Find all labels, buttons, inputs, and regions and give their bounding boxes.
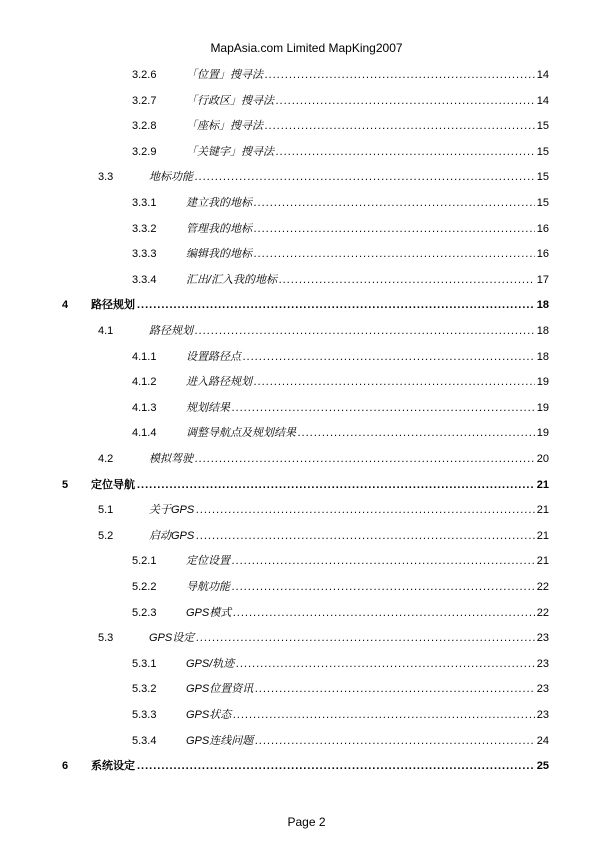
toc-entry-page: 15 [536,171,549,184]
toc-entry-page: 18 [536,325,549,337]
toc-entry-number: 4.2 [98,453,114,465]
toc-leader-dots [137,477,535,493]
toc-entry-number: 3.2.8 [132,120,157,133]
toc-entry-page: 14 [536,94,549,107]
toc-entry[interactable] [0,425,613,441]
toc-entry-number: 5 [62,478,69,491]
toc-leader-dots [265,67,535,83]
toc-leader-dots [137,297,535,313]
toc-leader-dots [254,246,535,262]
toc-leader-dots [236,656,534,672]
toc-entry-number: 5.3.4 [132,734,157,747]
toc-entry-number: 5.3.3 [132,709,157,721]
toc-entry-number: 6 [62,760,69,773]
toc-leader-dots [196,630,535,646]
toc-entry-number: 5.3 [98,632,114,645]
toc-entry[interactable] [0,451,613,467]
toc-entry-number: 5.1 [98,504,114,517]
toc-entry-number: 3.2.9 [132,145,157,158]
toc-entry-number: 5.2 [98,529,114,542]
toc-entry[interactable] [0,93,613,109]
toc-entry-number: 4.1.2 [132,376,157,389]
toc-entry-title: 「位置」搜寻法 [186,69,263,81]
toc-entry-number: 5.3.1 [132,657,157,670]
toc-entry[interactable] [0,221,613,237]
toc-entry[interactable] [0,246,613,262]
toc-entry-title: 进入路径规划 [186,376,252,389]
toc-entry[interactable] [0,758,613,774]
toc-entry-number: 3.3.1 [132,197,157,209]
toc-entry-number: 5.3.2 [132,683,157,696]
toc-leader-dots [232,553,535,569]
toc-entry-page: 21 [536,555,549,568]
toc-entry-number: 5.2.2 [132,581,157,593]
toc-entry-title: 编辑我的地标 [186,248,252,261]
toc-entry-page: 21 [536,529,549,542]
toc-entry[interactable] [0,349,613,365]
toc-entry-page: 15 [536,145,549,158]
toc-entry-page: 22 [536,581,549,593]
toc-entry[interactable] [0,297,613,313]
toc-entry-number: 5.2.3 [132,606,157,619]
toc-entry-title: GPS位置资讯 [186,683,254,696]
toc-leader-dots [232,400,535,416]
toc-entry[interactable] [0,272,613,288]
toc-entry-number: 4.1.4 [132,427,157,440]
toc-leader-dots [254,374,535,390]
toc-entry[interactable] [0,144,613,160]
toc-entry-title: 定位导航 [91,478,135,491]
toc-leader-dots [195,451,535,467]
toc-entry-number: 4.1.1 [132,350,157,363]
toc-entry[interactable] [0,67,613,83]
toc-entry-title: 地标功能 [149,171,193,184]
toc-entry-number: 5.2.1 [132,555,157,568]
toc-entry-page: 19 [536,376,549,389]
toc-entry-page: 21 [536,504,549,517]
toc-entry-title: 定位设置 [186,555,230,568]
toc-entry-page: 14 [536,69,549,81]
toc-entry-number: 3.2.6 [132,69,157,81]
toc-entry-page: 23 [536,683,549,696]
toc-entry-page: 25 [536,760,549,773]
toc-entry-page: 23 [536,709,549,721]
toc-entry-page: 19 [536,401,549,414]
toc-leader-dots [255,733,535,749]
toc-entry-page: 18 [536,350,549,363]
toc-leader-dots [233,605,535,621]
toc-entry[interactable] [0,323,613,339]
toc-entry[interactable] [0,553,613,569]
toc-entry-title: 关于GPS [149,504,195,517]
toc-leader-dots [195,323,535,339]
toc-leader-dots [255,681,535,697]
toc-entry-title: 「关键字」搜寻法 [186,145,274,158]
toc-entry-title: 设置路径点 [186,350,241,363]
toc-entry[interactable] [0,681,613,697]
toc-entry-title: 路径规划 [149,325,193,337]
toc-entry[interactable] [0,169,613,185]
toc-leader-dots [196,502,535,518]
toc-entry-title: 「座标」搜寻法 [186,120,263,133]
toc-entry[interactable] [0,707,613,723]
toc-entry-title: 启动GPS [149,529,195,542]
toc-entry-title: GPS/轨迹 [186,657,235,670]
toc-entry[interactable] [0,118,613,134]
toc-leader-dots [254,195,535,211]
toc-entry-page: 23 [536,657,549,670]
toc-leader-dots [254,221,535,237]
toc-leader-dots [137,758,535,774]
toc-leader-dots [279,272,535,288]
toc-entry-title: 管理我的地标 [186,222,252,235]
toc-entry-title: 调整导航点及规划结果 [186,427,296,440]
toc-entry[interactable] [0,528,613,544]
toc-entry[interactable] [0,195,613,211]
toc-entry[interactable] [0,605,613,621]
toc-leader-dots [243,349,535,365]
toc-leader-dots [196,528,535,544]
toc-entry-page: 17 [536,273,549,286]
toc-entry[interactable] [0,477,613,493]
toc-leader-dots [232,579,535,595]
toc-entry-number: 3.3.2 [132,222,157,235]
toc-entry-title: 汇出/汇入我的地标 [186,273,278,286]
toc-entry-title: 导航功能 [186,581,230,593]
toc-leader-dots [298,425,535,441]
toc-entry-page: 15 [536,197,549,209]
toc-entry-title: GPS连线问题 [186,734,254,747]
toc-entry-page: 16 [536,222,549,235]
toc-entry-title: 「行政区」搜寻法 [186,94,274,107]
toc-entry[interactable] [0,733,613,749]
toc-entry-number: 3.3.3 [132,248,157,261]
toc-entry-title: GPS状态 [186,709,232,721]
toc-leader-dots [276,144,535,160]
toc-leader-dots [195,169,535,185]
toc-entry[interactable] [0,400,613,416]
toc-entry-title: 系统设定 [91,760,135,773]
toc-entry[interactable] [0,656,613,672]
toc-entry-page: 20 [536,453,549,465]
toc-entry-page: 19 [536,427,549,440]
toc-entry-number: 4.1 [98,325,114,337]
toc-entry[interactable] [0,630,613,646]
toc-entry-page: 15 [536,120,549,133]
toc-entry[interactable] [0,502,613,518]
toc-entry-page: 21 [536,478,549,491]
toc-entry-page: 22 [536,606,549,619]
toc-entry[interactable] [0,579,613,595]
page-header: MapAsia.com Limited MapKing2007 [210,41,403,55]
toc-leader-dots [265,118,535,134]
toc-entry-number: 3.3 [98,171,114,184]
toc-entry-page: 18 [536,299,549,312]
toc-entry-title: 建立我的地标 [186,197,252,209]
toc-entry[interactable] [0,374,613,390]
toc-entry-title: GPS模式 [186,606,232,619]
toc-entry-number: 3.3.4 [132,273,157,286]
toc-entry-title: 规划结果 [186,401,230,414]
toc-entry-title: GPS设定 [149,632,195,645]
toc-entry-page: 23 [536,632,549,645]
toc-entry-page: 24 [536,734,549,747]
toc-entry-title: 模拟驾驶 [149,453,193,465]
toc-entry-number: 4.1.3 [132,401,157,414]
toc-leader-dots [233,707,535,723]
toc-entry-number: 3.2.7 [132,94,157,107]
toc-entry-page: 16 [536,248,549,261]
toc-entry-title: 路径规划 [91,299,135,312]
toc-leader-dots [276,93,535,109]
toc-entry-number: 4 [62,299,69,312]
page-footer: Page 2 [287,815,326,829]
